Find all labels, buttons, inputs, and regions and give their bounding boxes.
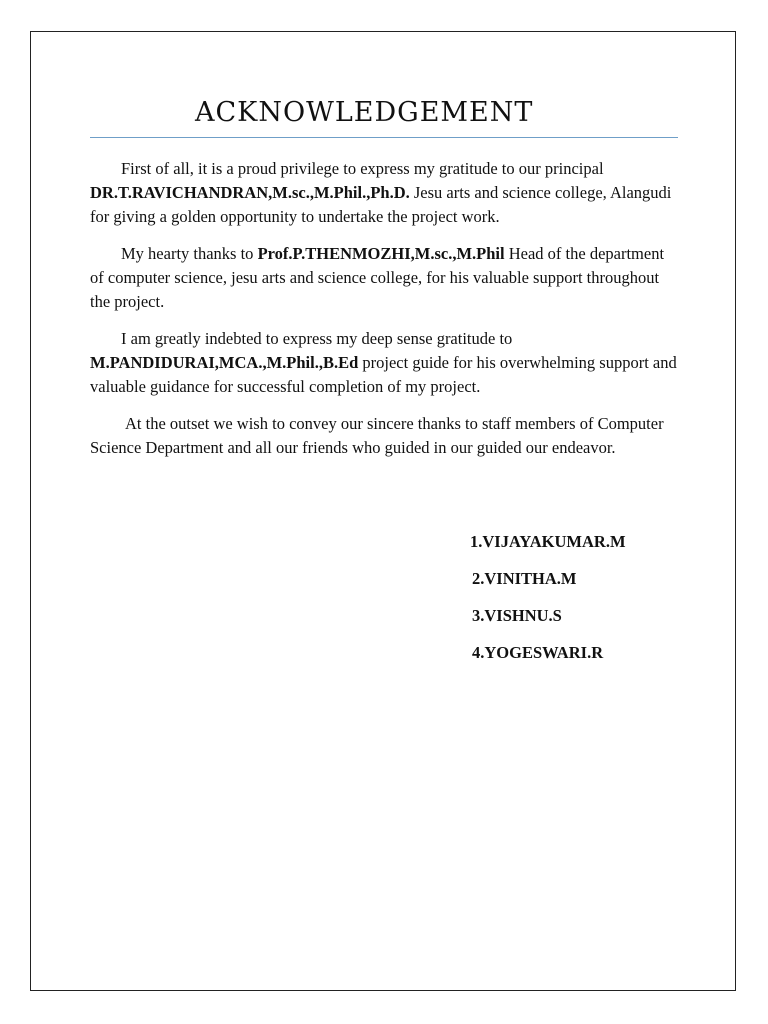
signatory-name: 4.YOGESWARI.R bbox=[472, 643, 604, 662]
paragraph-text: project guide for his overwhelming support and valuable guidance for successful completion of my project. bbox=[90, 353, 677, 396]
paragraph-text: Head of the department of computer science, jesu arts and science college, for his valuable support throughout the project. bbox=[90, 244, 665, 311]
signatory-name: 2.VINITHA.M bbox=[472, 569, 577, 588]
paragraph-text: I am greatly indebted to express my deep sense gratitude to bbox=[121, 329, 513, 348]
paragraph-staff bbox=[90, 412, 680, 460]
paragraph-text: Jesu arts and science college, Alangudi for giving a golden opportunity to undertake the project work. bbox=[90, 183, 672, 226]
hod-name: Prof.P.THENMOZHI,M.sc.,M.Phil bbox=[257, 244, 505, 263]
paragraph-text: First of all, it is a proud privilege to express my gratitude to our principal bbox=[121, 159, 604, 178]
guide-name: M.PANDIDURAI,MCA.,M.Phil.,B.Ed bbox=[90, 353, 359, 372]
page-title: ACKNOWLEDGEMENT bbox=[195, 97, 534, 128]
paragraph-text: At the outset we wish to convey our sincere thanks to staff members of Computer Science Department and all our friends who guided in our guided our endeavor. bbox=[90, 414, 664, 457]
principal-name: DR.T.RAVICHANDRAN,M.sc.,M.Phil.,Ph.D. bbox=[90, 183, 410, 202]
paragraph-text: My hearty thanks to bbox=[121, 244, 258, 263]
paragraph-guide bbox=[90, 327, 680, 399]
signatory-name: 1.VIJAYAKUMAR.M bbox=[470, 532, 626, 551]
title-underline bbox=[90, 137, 678, 138]
paragraph-principal bbox=[90, 157, 680, 229]
paragraph-hod bbox=[90, 242, 680, 314]
signatory-name: 3.VISHNU.S bbox=[472, 606, 562, 625]
acknowledgement-body bbox=[90, 157, 680, 473]
